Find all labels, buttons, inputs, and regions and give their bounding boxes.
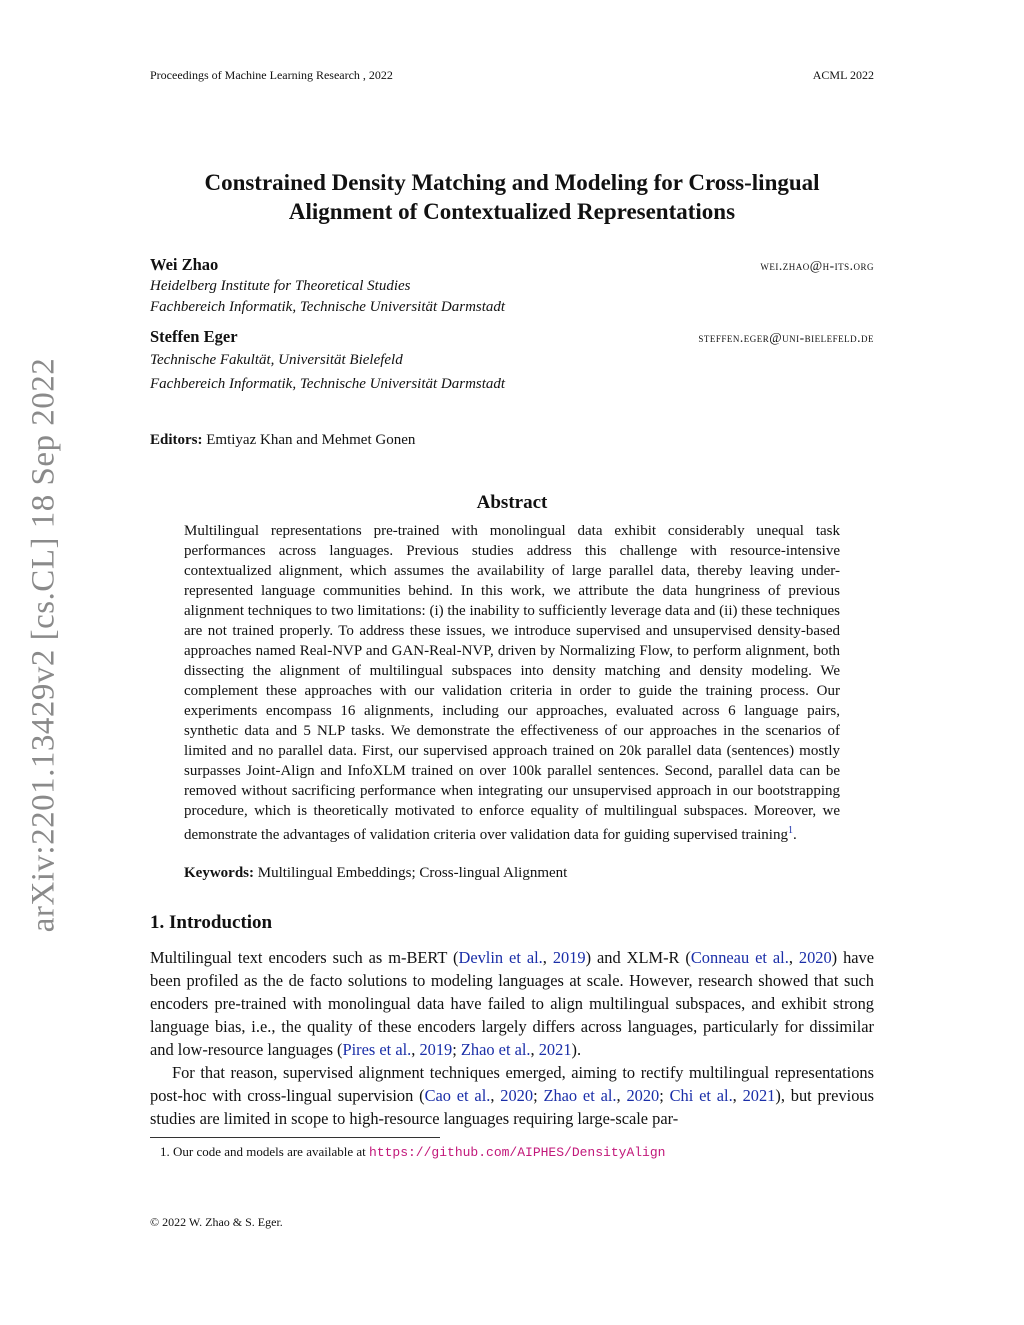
- abstract-text: Multilingual representations pre-trained with monolingual data exhibit considerably unequal task performances across languages. Previous studies address this challenge with resource-intensive contextualized alignment, which assumes the availability of large parallel data, thereby leaving under-represented language communities behind. In this work, we attribute the data hungriness of previous alignment techniques to two limitations: (i) the inability to sufficiently leverage data and (ii) these techniques are not trained properly. To address these issues, we introduce supervised and unsupervised density-based approaches named Real-NVP and GAN-Real-NVP, driven by Normalizing Flow, to perform alignment, both dissecting the alignment of multilingual subspaces into density matching and density modeling. We complement these approaches with our validation criteria in order to guide the training process. Our experiments encompass 16 alignments, including our approaches, evaluated across 6 language pairs, synthetic data and 5 NLP tasks. We demonstrate the effectiveness of our approaches in the scenarios of limited and no parallel data. First, our supervised approach trained on 20k parallel data (sentences) mostly surpasses Joint-Align and InfoXLM trained on over 100k parallel sentences. Second, parallel data can be removed without sacrificing performance when integrating our unsupervised approach in our bootstrapping procedure, which is theoretically motivated to enforce equality of multilingual subspaces. Moreover, we demonstrate the advantages of validation criteria over validation data for guiding supervised training: [184, 523, 840, 843]
- author-affiliation-1a: Heidelberg Institute for Theoretical Studies: [150, 278, 411, 294]
- text-run: ;: [659, 1086, 670, 1105]
- abstract-body: [184, 521, 840, 845]
- citation-link[interactable]: Devlin et al.: [458, 948, 543, 967]
- running-header-right: ACML 2022: [812, 68, 874, 82]
- citation-link[interactable]: Zhao et al.: [543, 1086, 617, 1105]
- text-run: ;: [452, 1040, 461, 1059]
- footnote-text: Our code and models are available at: [173, 1144, 366, 1159]
- intro-paragraph-1: [150, 946, 874, 1061]
- citation-link[interactable]: Conneau et al.: [690, 948, 789, 967]
- text-run: For that reason, supervised alignment techniques emerged, aiming to rectify multilingual representations post-hoc with cross-lingual supervision (: [150, 1063, 874, 1105]
- author-email-1[interactable]: wei.zhao@h-its.org: [760, 258, 874, 273]
- footnote: [160, 1144, 665, 1160]
- author-email-2[interactable]: steffen.eger@uni-bielefeld.de: [698, 330, 874, 345]
- keywords-label: Keywords:: [184, 865, 254, 881]
- citation-year-link[interactable]: 2020: [626, 1086, 660, 1105]
- text-run: ), but previous studies are limited in scope to high-resource languages requiring large-scale par-: [150, 1086, 874, 1128]
- author-name-1: Wei Zhao: [150, 255, 219, 274]
- text-run: ,: [732, 1086, 743, 1105]
- text-run: Multilingual text encoders such as m-BERT (: [150, 948, 459, 967]
- text-run: ,: [542, 948, 553, 967]
- text-run: ,: [530, 1040, 539, 1059]
- citation-link[interactable]: Zhao et al.: [460, 1040, 531, 1059]
- author-affiliation-1b: Fachbereich Informatik, Technische Universität Darmstadt: [150, 299, 506, 315]
- paper-title-line-2: Alignment of Contextualized Representations: [288, 199, 736, 224]
- text-run: ,: [411, 1040, 420, 1059]
- arxiv-identifier-watermark: arXiv:2201.13429v2 [cs.CL] 18 Sep 2022: [25, 357, 62, 933]
- citation-year-link[interactable]: 2019: [552, 948, 586, 967]
- author-name-2: Steffen Eger: [150, 327, 238, 346]
- text-run: ,: [616, 1086, 627, 1105]
- editors-label: Editors:: [150, 432, 203, 448]
- introduction-body: [150, 946, 874, 1130]
- citation-year-link[interactable]: 2021: [538, 1040, 572, 1059]
- citation-year-link[interactable]: 2020: [798, 948, 832, 967]
- text-run: ;: [533, 1086, 544, 1105]
- section-heading-introduction: 1. Introduction: [150, 912, 273, 933]
- paper-title-line-1: Constrained Density Matching and Modeling for Cross-lingual: [204, 170, 820, 195]
- text-run: ).: [571, 1040, 582, 1059]
- text-run: ) and XLM-R (: [585, 948, 691, 967]
- author-affiliation-2b: Fachbereich Informatik, Technische Universität Darmstadt: [150, 376, 506, 392]
- keywords-text: Multilingual Embeddings; Cross-lingual Alignment: [257, 865, 568, 881]
- footnote-marker[interactable]: 1: [787, 825, 793, 836]
- copyright-notice: © 2022 W. Zhao & S. Eger.: [150, 1215, 283, 1229]
- paper-title: [150, 168, 874, 226]
- text-run: ,: [788, 948, 799, 967]
- citation-year-link[interactable]: 2019: [419, 1040, 453, 1059]
- editors-line: [150, 432, 415, 449]
- citation-link[interactable]: Chi et al.: [669, 1086, 733, 1105]
- intro-paragraph-2: [150, 1061, 874, 1130]
- abstract-end: .: [792, 827, 797, 843]
- citation-link[interactable]: Pires et al.: [342, 1040, 412, 1059]
- citation-link[interactable]: Cao et al.: [424, 1086, 491, 1105]
- citation-year-link[interactable]: 2021: [742, 1086, 776, 1105]
- editors-names: Emtiyaz Khan and Mehmet Gonen: [206, 432, 416, 448]
- keywords-line: [184, 863, 840, 883]
- running-header-left: Proceedings of Machine Learning Research , 2022: [150, 68, 393, 82]
- author-affiliation-2a: Technische Fakultät, Universität Bielefeld: [150, 352, 403, 368]
- footnote-divider: [150, 1137, 440, 1138]
- abstract-heading: Abstract: [476, 492, 548, 513]
- footnote-url-link[interactable]: https://github.com/AIPHES/DensityAlign: [369, 1145, 666, 1160]
- text-run: ) have been profiled as the de facto solutions to modeling languages at scale. However, research showed that such encoders pre-trained with monolingual data have failed to align multilingual subspaces, and exhibit strong language bias, i.e., the quality of these encoders largely differs across languages, particularly for dissimilar and low-resource languages (: [150, 948, 875, 1059]
- footnote-number: 1.: [160, 1144, 170, 1159]
- citation-year-link[interactable]: 2020: [500, 1086, 534, 1105]
- text-run: ,: [490, 1086, 501, 1105]
